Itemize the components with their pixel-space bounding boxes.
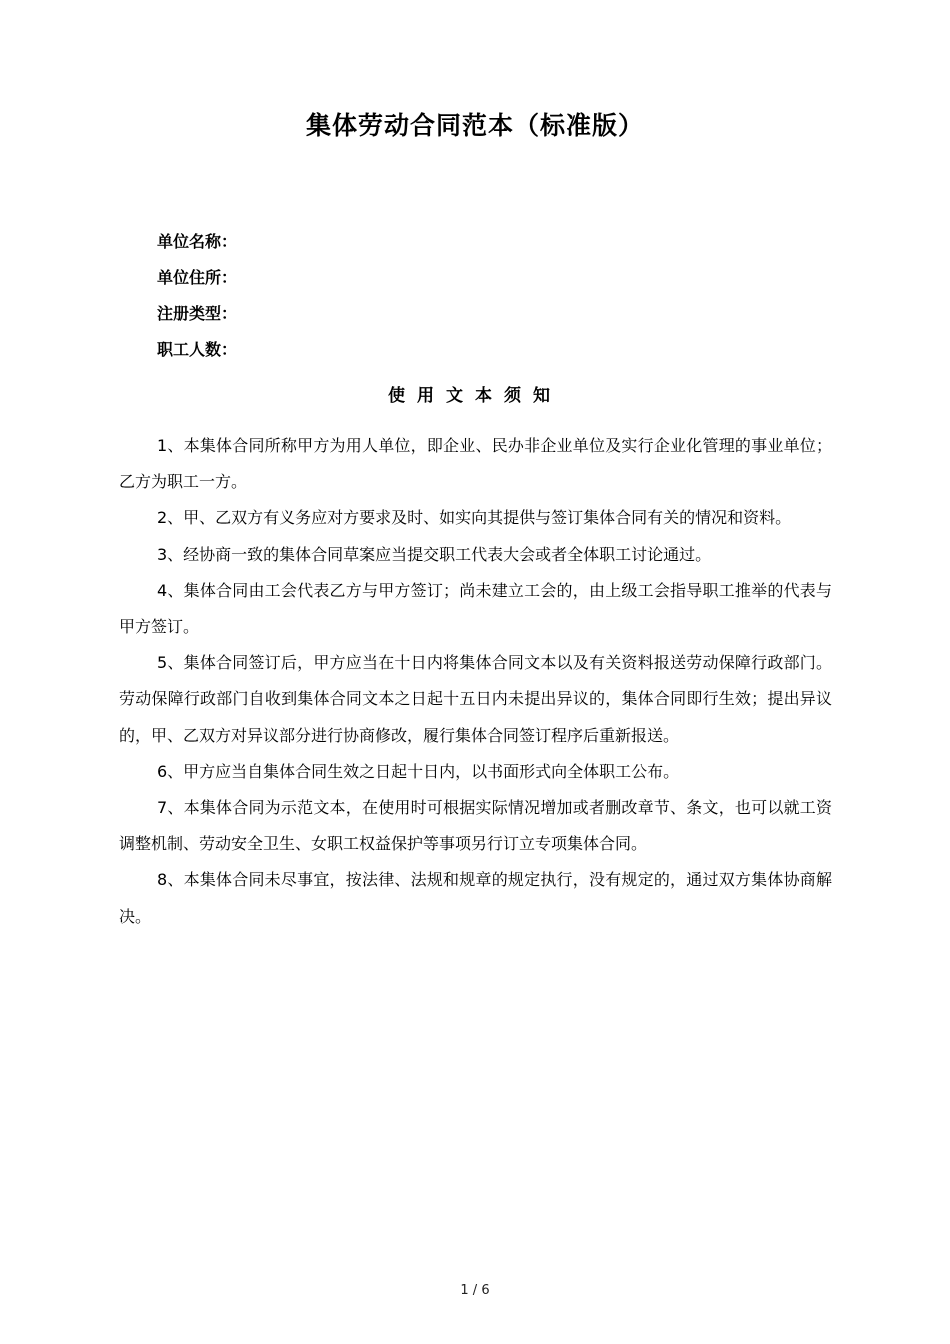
- page-number: 1 / 6: [460, 1283, 490, 1298]
- notice-item-3: 3、经协商一致的集体合同草案应当提交职工代表大会或者全体职工讨论通过。: [157, 544, 712, 564]
- notice-list: [119, 428, 832, 935]
- notice-item-2: 2、甲、乙双方有义务应对方要求及时、如实向其提供与签订集体合同有关的情况和资料。: [157, 508, 792, 528]
- notice-item-8: 8、本集体合同未尽事宜，按法律、法规和规章的规定执行，没有规定的，通过双方集体协商解决。: [119, 870, 832, 926]
- registration-type-field: 注册类型：: [157, 304, 238, 323]
- unit-address-field: 单位住所：: [157, 268, 238, 287]
- unit-info-block: [157, 224, 557, 368]
- notice-item-1: 1、本集体合同所称甲方为用人单位，即企业、民办非企业单位及实行企业化管理的事业单位；乙方为职工一方。: [119, 436, 832, 492]
- unit-name-field: 单位名称：: [157, 232, 238, 251]
- document-title: 集体劳动合同范本（标准版）: [305, 111, 644, 140]
- employee-count-field: 职工人数：: [157, 340, 238, 359]
- notice-item-4: 4、集体合同由工会代表乙方与甲方签订；尚未建立工会的，由上级工会指导职工推举的代表与甲方签订。: [119, 580, 832, 637]
- notice-item-5: 5、集体合同签订后，甲方应当在十日内将集体合同文本以及有关资料报送劳动保障行政部门。劳动保障行政部门自收到集体合同文本之日起十五日内未提出异议的，集体合同即行生效；提出异议的，甲、乙双方对异议部分进行协商修改，履行集体合同签订程序后重新报送。: [119, 653, 832, 745]
- notice-item-7: 7、本集体合同为示范文本，在使用时可根据实际情况增加或者删改章节、条文，也可以就工资调整机制、劳动安全卫生、女职工权益保护等事项另行订立专项集体合同。: [119, 798, 832, 854]
- notice-heading: 使用文本须知: [388, 386, 562, 406]
- notice-item-6: 6、甲方应当自集体合同生效之日起十日内，以书面形式向全体职工公布。: [157, 761, 680, 781]
